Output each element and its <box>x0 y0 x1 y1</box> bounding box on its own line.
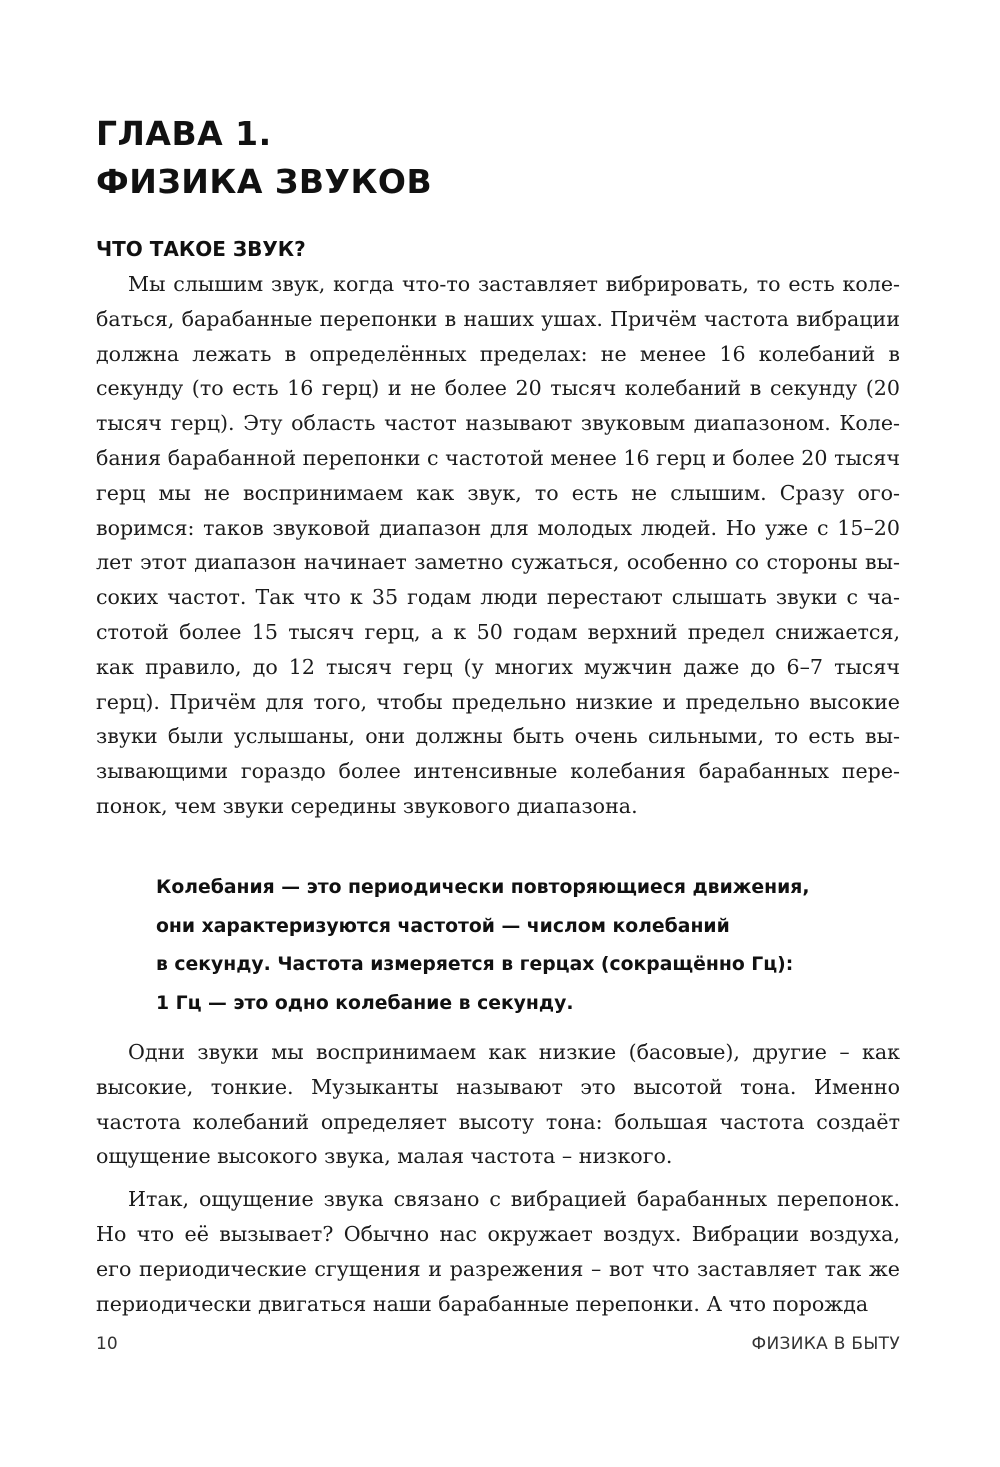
body-paragraph: Итак, ощущение звука связано с вибрацией барабанных перепонок. Но что её вызывает? Обычно нас окружает воздух. Вибрации воздуха, его периодические сгущения и разрежения – вот что заставляет так же периодически двигаться наши барабанные перепонки. А что порожда <box>96 1187 900 1316</box>
page-number: 10 <box>96 1334 118 1354</box>
chapter-title <box>96 110 896 206</box>
section-body <box>96 267 900 824</box>
callout-line: 1 Гц — это одно колебание в секунду. <box>156 992 574 1014</box>
callout-line: они характеризуются частотой — числом колебаний <box>156 915 730 937</box>
section-heading: ЧТО ТАКОЕ ЗВУК? <box>96 237 306 261</box>
body-paragraph: Мы слышим звук, когда что-то заставляет вибрировать, то есть колебаться, барабанные перепонки в наших ушах. Причём частота вибрации должна лежать в определённых пределах: не менее 16 колебаний в секунду (то есть 16 герц) и не более 20 тысяч колебаний в секунду (20 тысяч герц). Эту область частот называют звуковым диапазоном. Колебания барабанной перепонки с частотой менее 16 герц и более 20 тысяч герц мы не воспринимаем как звук, то есть не слышим. Сразу оговоримся: таков звуковой диапазон для молодых людей. Но уже с 15–20 лет этот диапазон начинает заметно сужаться, особенно со стороны высоких частот. Так что к 35 годам люди перестают слышать звуки с частотой более 15 тысяч герц, а к 50 годам верхний предел снижается, как правило, до 12 тысяч герц (у многих мужчин даже до 6–7 тысяч герц). Причём для того, чтобы предельно низкие и предельно высокие звуки были услышаны, они должны быть очень сильными, то есть вызывающими гораздо более интенсивные колебания барабанных перепонок, чем звуки середины звукового диапазона. <box>96 272 900 818</box>
definition-callout <box>156 869 886 1023</box>
running-title: ФИЗИКА В БЫТУ <box>751 1334 900 1354</box>
callout-line: в секунду. Частота измеряется в герцах (сокращённо Гц): <box>156 954 794 975</box>
body-paragraph: Одни звуки мы воспринимаем как низкие (басовые), другие – как высокие, тонкие. Музыканты называют это высотой тона. Именно частота колебаний определяет высоту тона: большая частота создаёт ощущение высокого звука, малая частота – низкого. <box>96 1040 900 1169</box>
continuation-body <box>96 1035 900 1321</box>
chapter-name: ФИЗИКА ЗВУКОВ <box>96 162 433 201</box>
callout-line: Колебания — это периодически повторяющиеся движения, <box>156 877 810 898</box>
page-footer <box>96 1334 900 1364</box>
chapter-number: ГЛАВА 1. <box>96 114 272 153</box>
